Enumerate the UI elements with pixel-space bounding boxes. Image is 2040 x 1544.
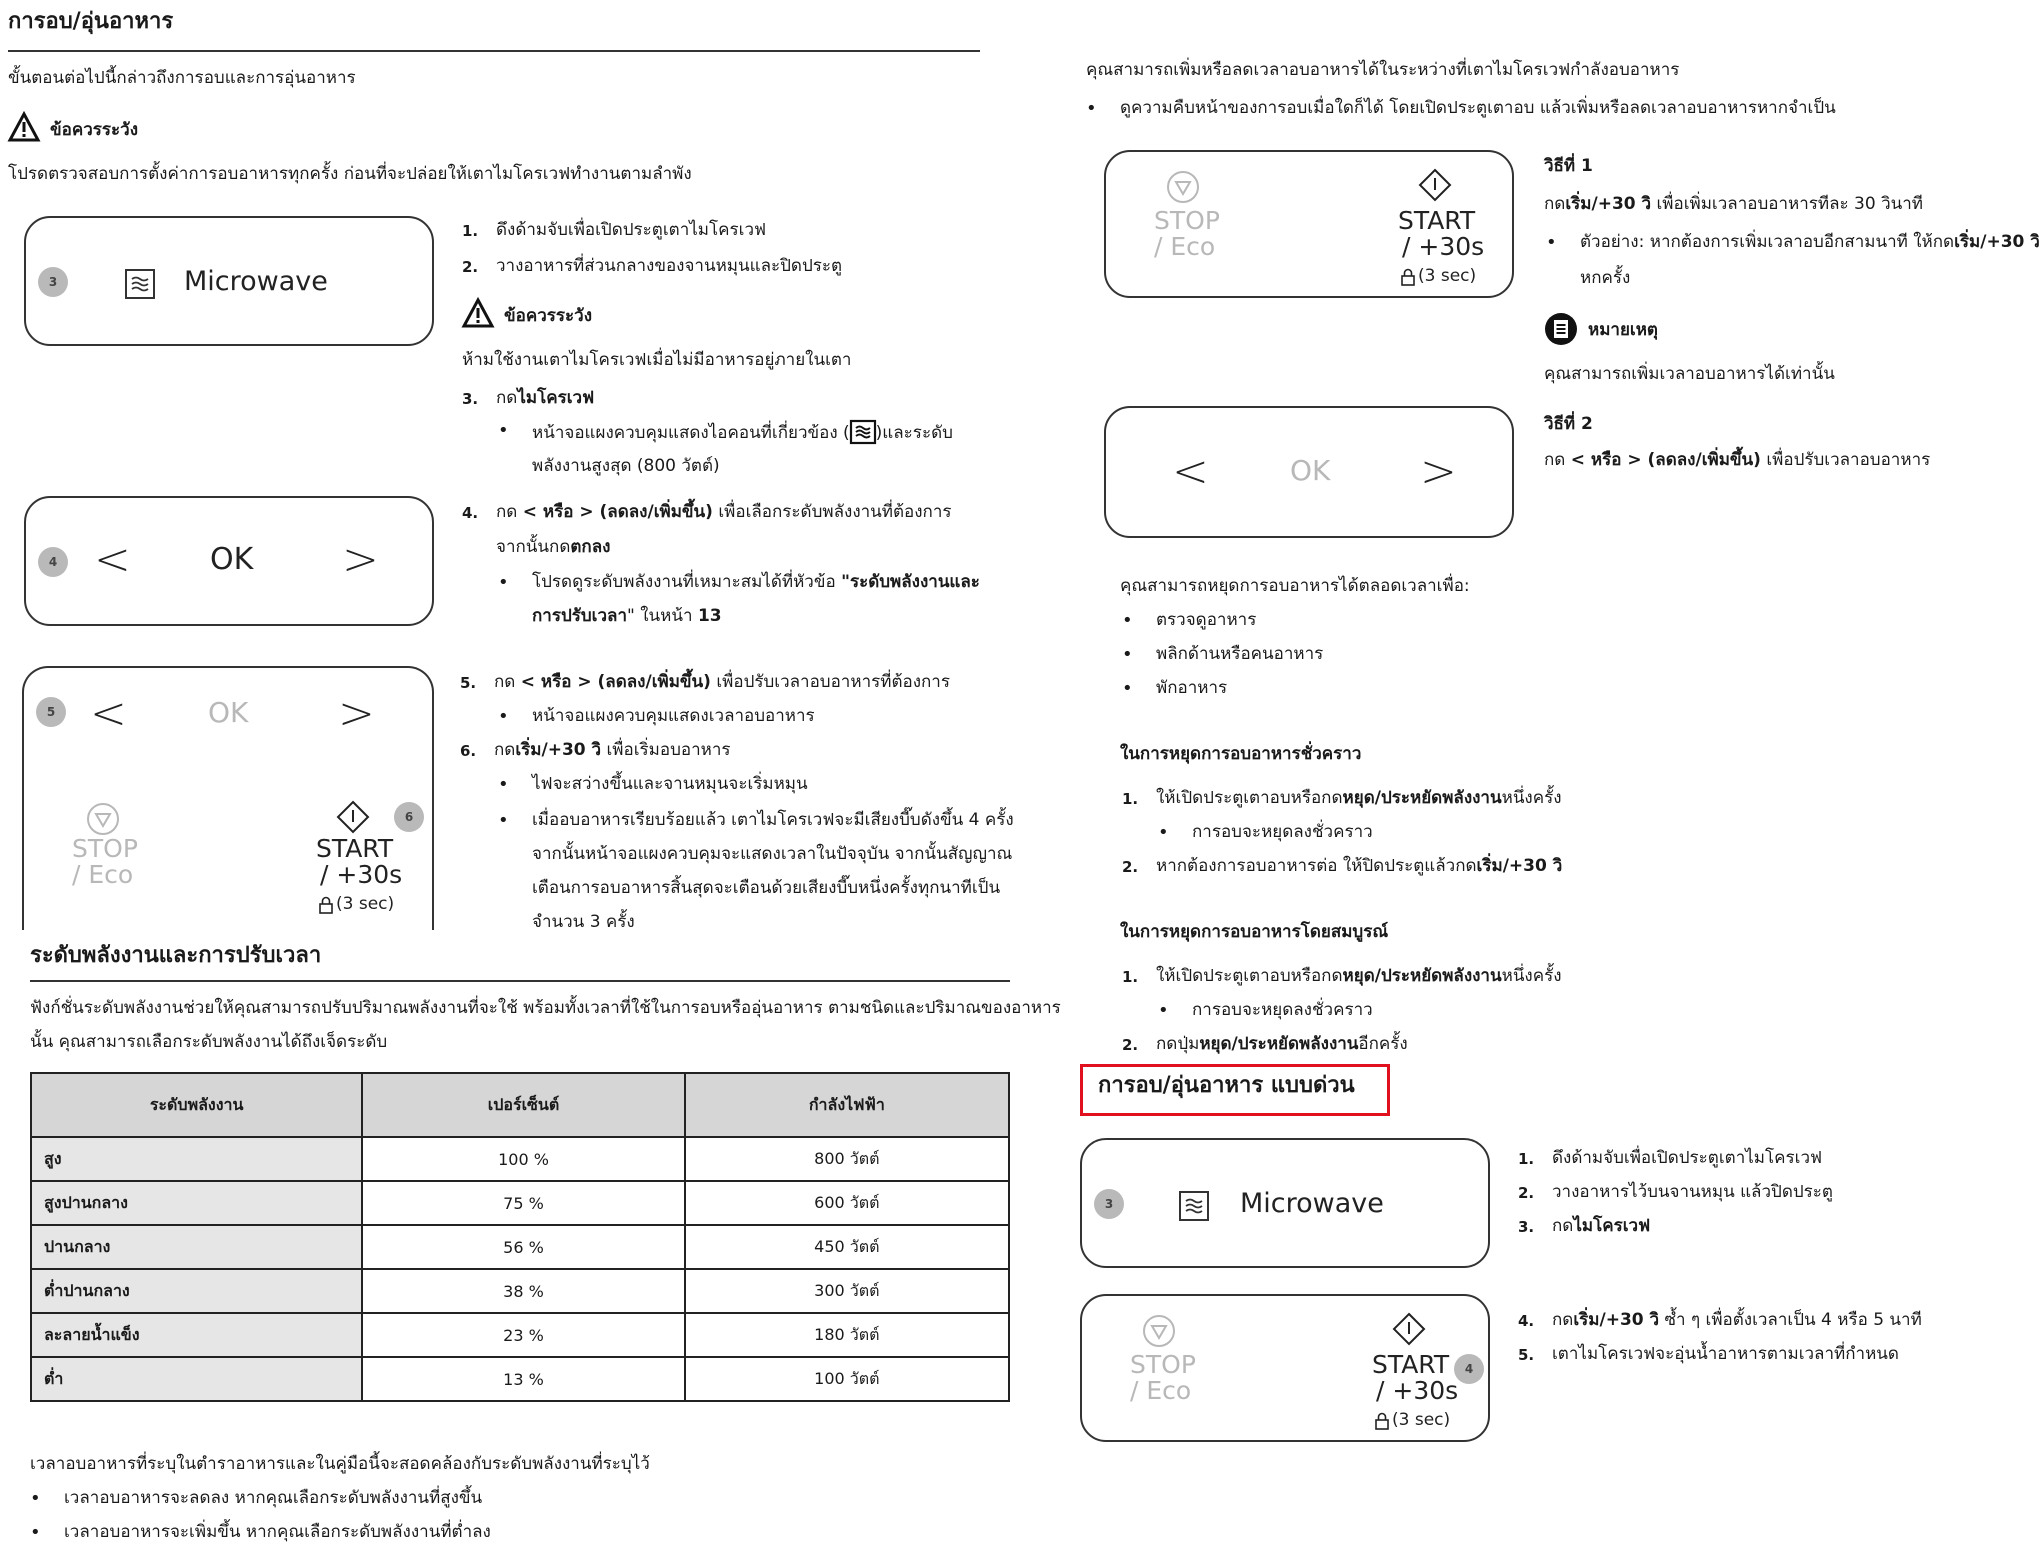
lock-label: (3 sec) (336, 894, 395, 914)
power-desc-1: ฟังก์ชั่นระดับพลังงานช่วยให้คุณสามารถปรับปริมาณพลังงานที่จะใช้ พร้อมทั้งเวลาที่ใช้ในการอบหรืออุ่นอาหาร ตามชนิดและปริมาณของอาหาร (30, 998, 1061, 1018)
power-desc-2: นั้น คุณสามารถเลือกระดับพลังงานได้ถึงเจ็ดระดับ (30, 1032, 388, 1052)
start-diamond-icon (1392, 1312, 1426, 1346)
step-6-sub-5-clip (532, 904, 635, 932)
watt-cell: 100 วัตต์ (685, 1357, 1009, 1401)
bullet: • (30, 1522, 41, 1543)
right-arrow-button[interactable]: > (342, 534, 379, 585)
start-panel (1104, 150, 1514, 298)
caution-title: ข้อควรระวัง (50, 120, 138, 140)
method-1-example: ตัวอย่าง: หากต้องการเพิ่มเวลาอบอีกสามนาที ให้กดเริ่ม/+30 วิ (1580, 232, 2040, 252)
step-number: 2. (462, 258, 479, 276)
stop-bullet-3: พักอาหาร (1156, 678, 1228, 698)
start-diamond-icon (1418, 168, 1452, 202)
step-number: 6. (460, 742, 477, 760)
bullet: • (498, 706, 509, 727)
ok-button[interactable]: OK (210, 542, 254, 577)
power-level-cell: ต่ำ (31, 1357, 362, 1401)
step-number: 1. (1122, 968, 1139, 986)
lock-label: (3 sec) (1418, 266, 1477, 286)
microwave-panel (24, 216, 434, 346)
table-row (31, 1137, 1009, 1181)
step-4-sub-2: การปรับเวลา" ในหน้า 13 (532, 606, 722, 626)
plus30-label: / +30s (320, 860, 403, 889)
step-number: 3. (1518, 1218, 1535, 1236)
step-badge: 3 (38, 267, 68, 297)
start-diamond-icon (336, 800, 370, 834)
lock-icon (1400, 268, 1416, 286)
power-note: เวลาอบอาหารที่ระบุในตำราอาหารและในคู่มือนี้จะสอดคล้องกับระดับพลังงานที่ระบุไว้ (30, 1454, 650, 1474)
bullet: • (1122, 644, 1133, 665)
bullet: • (30, 1488, 41, 1509)
step-4-sub: โปรดดูระดับพลังงานที่เหมาะสมได้ที่หัวข้อ "ระดับพลังงานและ (532, 572, 980, 592)
lock-icon (318, 896, 334, 914)
lock-icon (1374, 1412, 1390, 1430)
step-3-sub: หน้าจอแผงควบคุมแสดงไอคอนที่เกี่ยวข้อง ( )และระดับ (532, 420, 953, 445)
step-badge: 4 (1454, 1354, 1484, 1384)
full-step-1-sub: การอบจะหยุดลงชั่วคราว (1192, 1000, 1373, 1020)
note-text: คุณสามารถเพิ่มเวลาอบอาหารได้เท่านั้น (1544, 364, 1835, 384)
microwave-button-label[interactable]: Microwave (184, 266, 328, 297)
bullet: • (1086, 98, 1097, 119)
step-number: 3. (462, 390, 479, 408)
step-number: 4. (462, 504, 479, 522)
eco-label: / Eco (1130, 1376, 1192, 1405)
note-title: หมายเหตุ (1588, 320, 1658, 340)
step-number: 4. (1518, 1312, 1535, 1330)
microwave-waves-icon (1178, 1190, 1210, 1222)
column-header: กำลังไฟฟ้า (685, 1073, 1009, 1137)
step-3-text: กดไมโครเวฟ (496, 388, 595, 408)
warning-icon (8, 112, 40, 142)
right-intro: คุณสามารถเพิ่มหรือลดเวลาอบอาหารได้ในระหว่างที่เตาไมโครเวฟกำลังอบอาหาร (1086, 60, 1680, 80)
bullet: • (1546, 232, 1557, 253)
right-intro-bullet: ดูความคืบหน้าของการอบเมื่อใดก็ได้ โดยเปิดประตูเตาอบ แล้วเพิ่มหรือลดเวลาอบอาหารหากจำเป็น (1120, 98, 1836, 118)
table-row (31, 1357, 1009, 1401)
start-panel (1080, 1294, 1490, 1442)
step-badge: 5 (36, 697, 66, 727)
table-row (31, 1225, 1009, 1269)
ok-panel (1104, 406, 1514, 538)
step-6-sub-3: จากนั้นหน้าจอแผงควบคุมจะแสดงเวลาในปัจจุบัน จากนั้นสัญญาณ (532, 844, 1013, 864)
method-1-text: กดเริ่ม/+30 วิ เพื่อเพิ่มเวลาอบอาหารทีละ 30 วินาที (1544, 194, 1924, 214)
step-4-text: กด < หรือ > (ลดลง/เพิ่มขึ้น) เพื่อเลือกระดับพลังงานที่ต้องการ (496, 502, 952, 522)
ok-panel (24, 496, 434, 626)
microwave-panel (1080, 1138, 1490, 1268)
ok-button[interactable]: OK (208, 696, 249, 729)
watt-cell: 600 วัตต์ (685, 1181, 1009, 1225)
right-arrow-button[interactable]: > (338, 688, 375, 739)
stop-eco-icon (1166, 170, 1200, 204)
bullet: • (498, 572, 509, 593)
quick-step-4: กดเริ่ม/+30 วิ ซ้ำ ๆ เพื่อตั้งเวลาเป็น 4 หรือ 5 นาที (1552, 1310, 1922, 1330)
caution-text: โปรดตรวจสอบการตั้งค่าการอบอาหารทุกครั้ง ก่อนที่จะปล่อยให้เตาไมโครเวฟทำงานตามลำพัง (8, 164, 692, 184)
step-6-sub: ไฟจะสว่างขึ้นและจานหมุนจะเริ่มหมุน (532, 774, 808, 794)
percent-cell: 56 % (362, 1225, 684, 1269)
intro-text: ขั้นตอนต่อไปนี้กล่าวถึงการอบและการอุ่นอาหาร (8, 68, 356, 88)
step-1-text: ดึงด้ามจับเพื่อเปิดประตูเตาไมโครเวฟ (496, 220, 767, 240)
stop-button[interactable]: STOP (1130, 1350, 1196, 1379)
watt-cell: 800 วัตต์ (685, 1137, 1009, 1181)
microwave-waves-icon (124, 268, 156, 300)
pause-title: ในการหยุดการอบอาหารชั่วคราว (1120, 744, 1362, 764)
bullet: • (1158, 822, 1169, 843)
stop-intro: คุณสามารถหยุดการอบอาหารได้ตลอดเวลาเพื่อ: (1120, 576, 1470, 596)
stop-eco-icon (1142, 1314, 1176, 1348)
plus30-label: / +30s (1376, 1376, 1459, 1405)
step-number: 2. (1518, 1184, 1535, 1202)
power-level-cell: สูงปานกลาง (31, 1181, 362, 1225)
bullet: • (1158, 1000, 1169, 1021)
table-row (31, 1181, 1009, 1225)
step-3-sub-2: พลังงานสูงสุด (800 วัตต์) (532, 456, 720, 476)
percent-cell: 38 % (362, 1269, 684, 1313)
stop-eco-icon (86, 802, 120, 836)
power-level-cell: สูง (31, 1137, 362, 1181)
percent-cell: 100 % (362, 1137, 684, 1181)
step-number: 5. (460, 674, 477, 692)
bullet: • (1122, 678, 1133, 699)
pause-step-1-sub: การอบจะหยุดลงชั่วคราว (1192, 822, 1373, 842)
section-title: การอบ/อุ่นอาหาร (8, 9, 174, 34)
step-badge: 4 (38, 547, 68, 577)
pause-step-2: หากต้องการอบอาหารต่อ ให้ปิดประตูแล้วกดเริ่ม/+30 วิ (1156, 856, 1563, 876)
step-5-text: กด < หรือ > (ลดลง/เพิ่มขึ้น) เพื่อปรับเวลาอบอาหารที่ต้องการ (494, 672, 950, 692)
title-rule (8, 50, 980, 52)
table-row (31, 1269, 1009, 1313)
full-step-2: กดปุ่มหยุด/ประหยัดพลังงานอีกครั้ง (1156, 1034, 1408, 1054)
power-level-cell: ละลายน้ำแข็ง (31, 1313, 362, 1357)
full-stop-title: ในการหยุดการอบอาหารโดยสมบูรณ์ (1120, 922, 1389, 942)
table-header-row (31, 1073, 1009, 1137)
step-5-sub: หน้าจอแผงควบคุมแสดงเวลาอบอาหาร (532, 706, 815, 726)
step-number: 2. (1122, 858, 1139, 876)
step-4-line2: จากนั้นกดตกลง (496, 537, 611, 557)
microwave-waves-icon (850, 420, 876, 444)
bullet: • (498, 420, 509, 441)
microwave-button-label[interactable]: Microwave (1240, 1188, 1384, 1219)
stop-button[interactable]: STOP (1154, 206, 1220, 235)
quick-step-1: ดึงด้ามจับเพื่อเปิดประตูเตาไมโครเวฟ (1552, 1148, 1823, 1168)
method-2-text: กด < หรือ > (ลดลง/เพิ่มขึ้น) เพื่อปรับเวลาอบอาหาร (1544, 450, 1931, 470)
control-panel (22, 666, 434, 930)
bullet: • (498, 774, 509, 795)
quick-step-3: กดไมโครเวฟ (1552, 1216, 1651, 1236)
power-section-title: ระดับพลังงานและการปรับเวลา (30, 943, 322, 968)
column-header: ระดับพลังงาน (31, 1073, 362, 1137)
power-table (30, 1072, 1010, 1402)
pause-step-1: ให้เปิดประตูเตาอบหรือกดหยุด/ประหยัดพลังงานหนึ่งครั้ง (1156, 788, 1562, 808)
quick-step-5: เตาไมโครเวฟจะอุ่นน้ำอาหารตามเวลาที่กำหนด (1552, 1344, 1899, 1364)
full-step-1: ให้เปิดประตูเตาอบหรือกดหยุด/ประหยัดพลังงานหนึ่งครั้ง (1156, 966, 1562, 986)
caution-text: ห้ามใช้งานเตาไมโครเวฟเมื่อไม่มีอาหารอยู่ภายในเตา (462, 350, 852, 370)
note-icon (1544, 312, 1578, 346)
power-bullet-2: เวลาอบอาหารจะเพิ่มขึ้น หากคุณเลือกระดับพลังงานที่ต่ำลง (64, 1522, 491, 1542)
column-header: เปอร์เซ็นต์ (362, 1073, 684, 1137)
step-badge: 6 (394, 802, 424, 832)
plus30-label: / +30s (1402, 232, 1485, 261)
power-level-cell: ต่ำปานกลาง (31, 1269, 362, 1313)
lock-label: (3 sec) (1392, 1410, 1451, 1430)
stop-bullet-1: ตรวจดูอาหาร (1156, 610, 1257, 630)
quick-step-2: วางอาหารไว้บนจานหมุน แล้วปิดประตู (1552, 1182, 1833, 1202)
step-6-sub-4: เตือนการอบอาหารสิ้นสุดจะเตือนด้วยเสียงบี๊บหนึ่งครั้งทุกนาทีเป็น (532, 878, 1001, 898)
step-6-sub-5: จำนวน 3 ครั้ง (532, 912, 635, 932)
watt-cell: 300 วัตต์ (685, 1269, 1009, 1313)
start-button[interactable]: START (1398, 206, 1476, 235)
step-2-text: วางอาหารที่ส่วนกลางของจานหมุนและปิดประตู (496, 256, 843, 276)
warning-icon (462, 298, 494, 328)
step-6-text: กดเริ่ม/+30 วิ เพื่อเริ่มอบอาหาร (494, 740, 731, 760)
bullet: • (498, 810, 509, 831)
left-arrow-button[interactable]: < (1172, 446, 1209, 497)
stop-bullet-2: พลิกด้านหรือคนอาหาร (1156, 644, 1324, 664)
start-button[interactable]: START (1372, 1350, 1450, 1379)
power-level-cell: ปานกลาง (31, 1225, 362, 1269)
step-number: 1. (1122, 790, 1139, 808)
method-1-title: วิธีที่ 1 (1544, 156, 1593, 176)
step-number: 1. (1518, 1150, 1535, 1168)
eco-label: / Eco (72, 860, 134, 889)
power-bullet-1: เวลาอบอาหารจะลดลง หากคุณเลือกระดับพลังงานที่สูงขึ้น (64, 1488, 483, 1508)
ok-button[interactable]: OK (1290, 454, 1331, 487)
left-arrow-button[interactable]: < (90, 688, 127, 739)
watt-cell: 450 วัตต์ (685, 1225, 1009, 1269)
quick-cook-title: การอบ/อุ่นอาหาร แบบด่วน (1098, 1073, 1355, 1098)
start-button[interactable]: START (316, 834, 394, 863)
percent-cell: 75 % (362, 1181, 684, 1225)
method-2-title: วิธีที่ 2 (1544, 414, 1593, 434)
watt-cell: 180 วัตต์ (685, 1313, 1009, 1357)
step-6-sub-2: เมื่ออบอาหารเรียบร้อยแล้ว เตาไมโครเวฟจะมีเสียงบี๊บดังขึ้น 4 ครั้ง (532, 810, 1014, 830)
eco-label: / Eco (1154, 232, 1216, 261)
percent-cell: 13 % (362, 1357, 684, 1401)
stop-button[interactable]: STOP (72, 834, 138, 863)
step-number: 2. (1122, 1036, 1139, 1054)
percent-cell: 23 % (362, 1313, 684, 1357)
method-1-example-2: หกครั้ง (1580, 268, 1631, 288)
left-arrow-button[interactable]: < (94, 534, 131, 585)
table-row (31, 1313, 1009, 1357)
right-arrow-button[interactable]: > (1420, 446, 1457, 497)
step-number: 1. (462, 222, 479, 240)
bullet: • (1122, 610, 1133, 631)
step-badge: 3 (1094, 1189, 1124, 1219)
caution-title: ข้อควรระวัง (504, 306, 592, 326)
step-number: 5. (1518, 1346, 1535, 1364)
power-rule (30, 980, 1010, 982)
